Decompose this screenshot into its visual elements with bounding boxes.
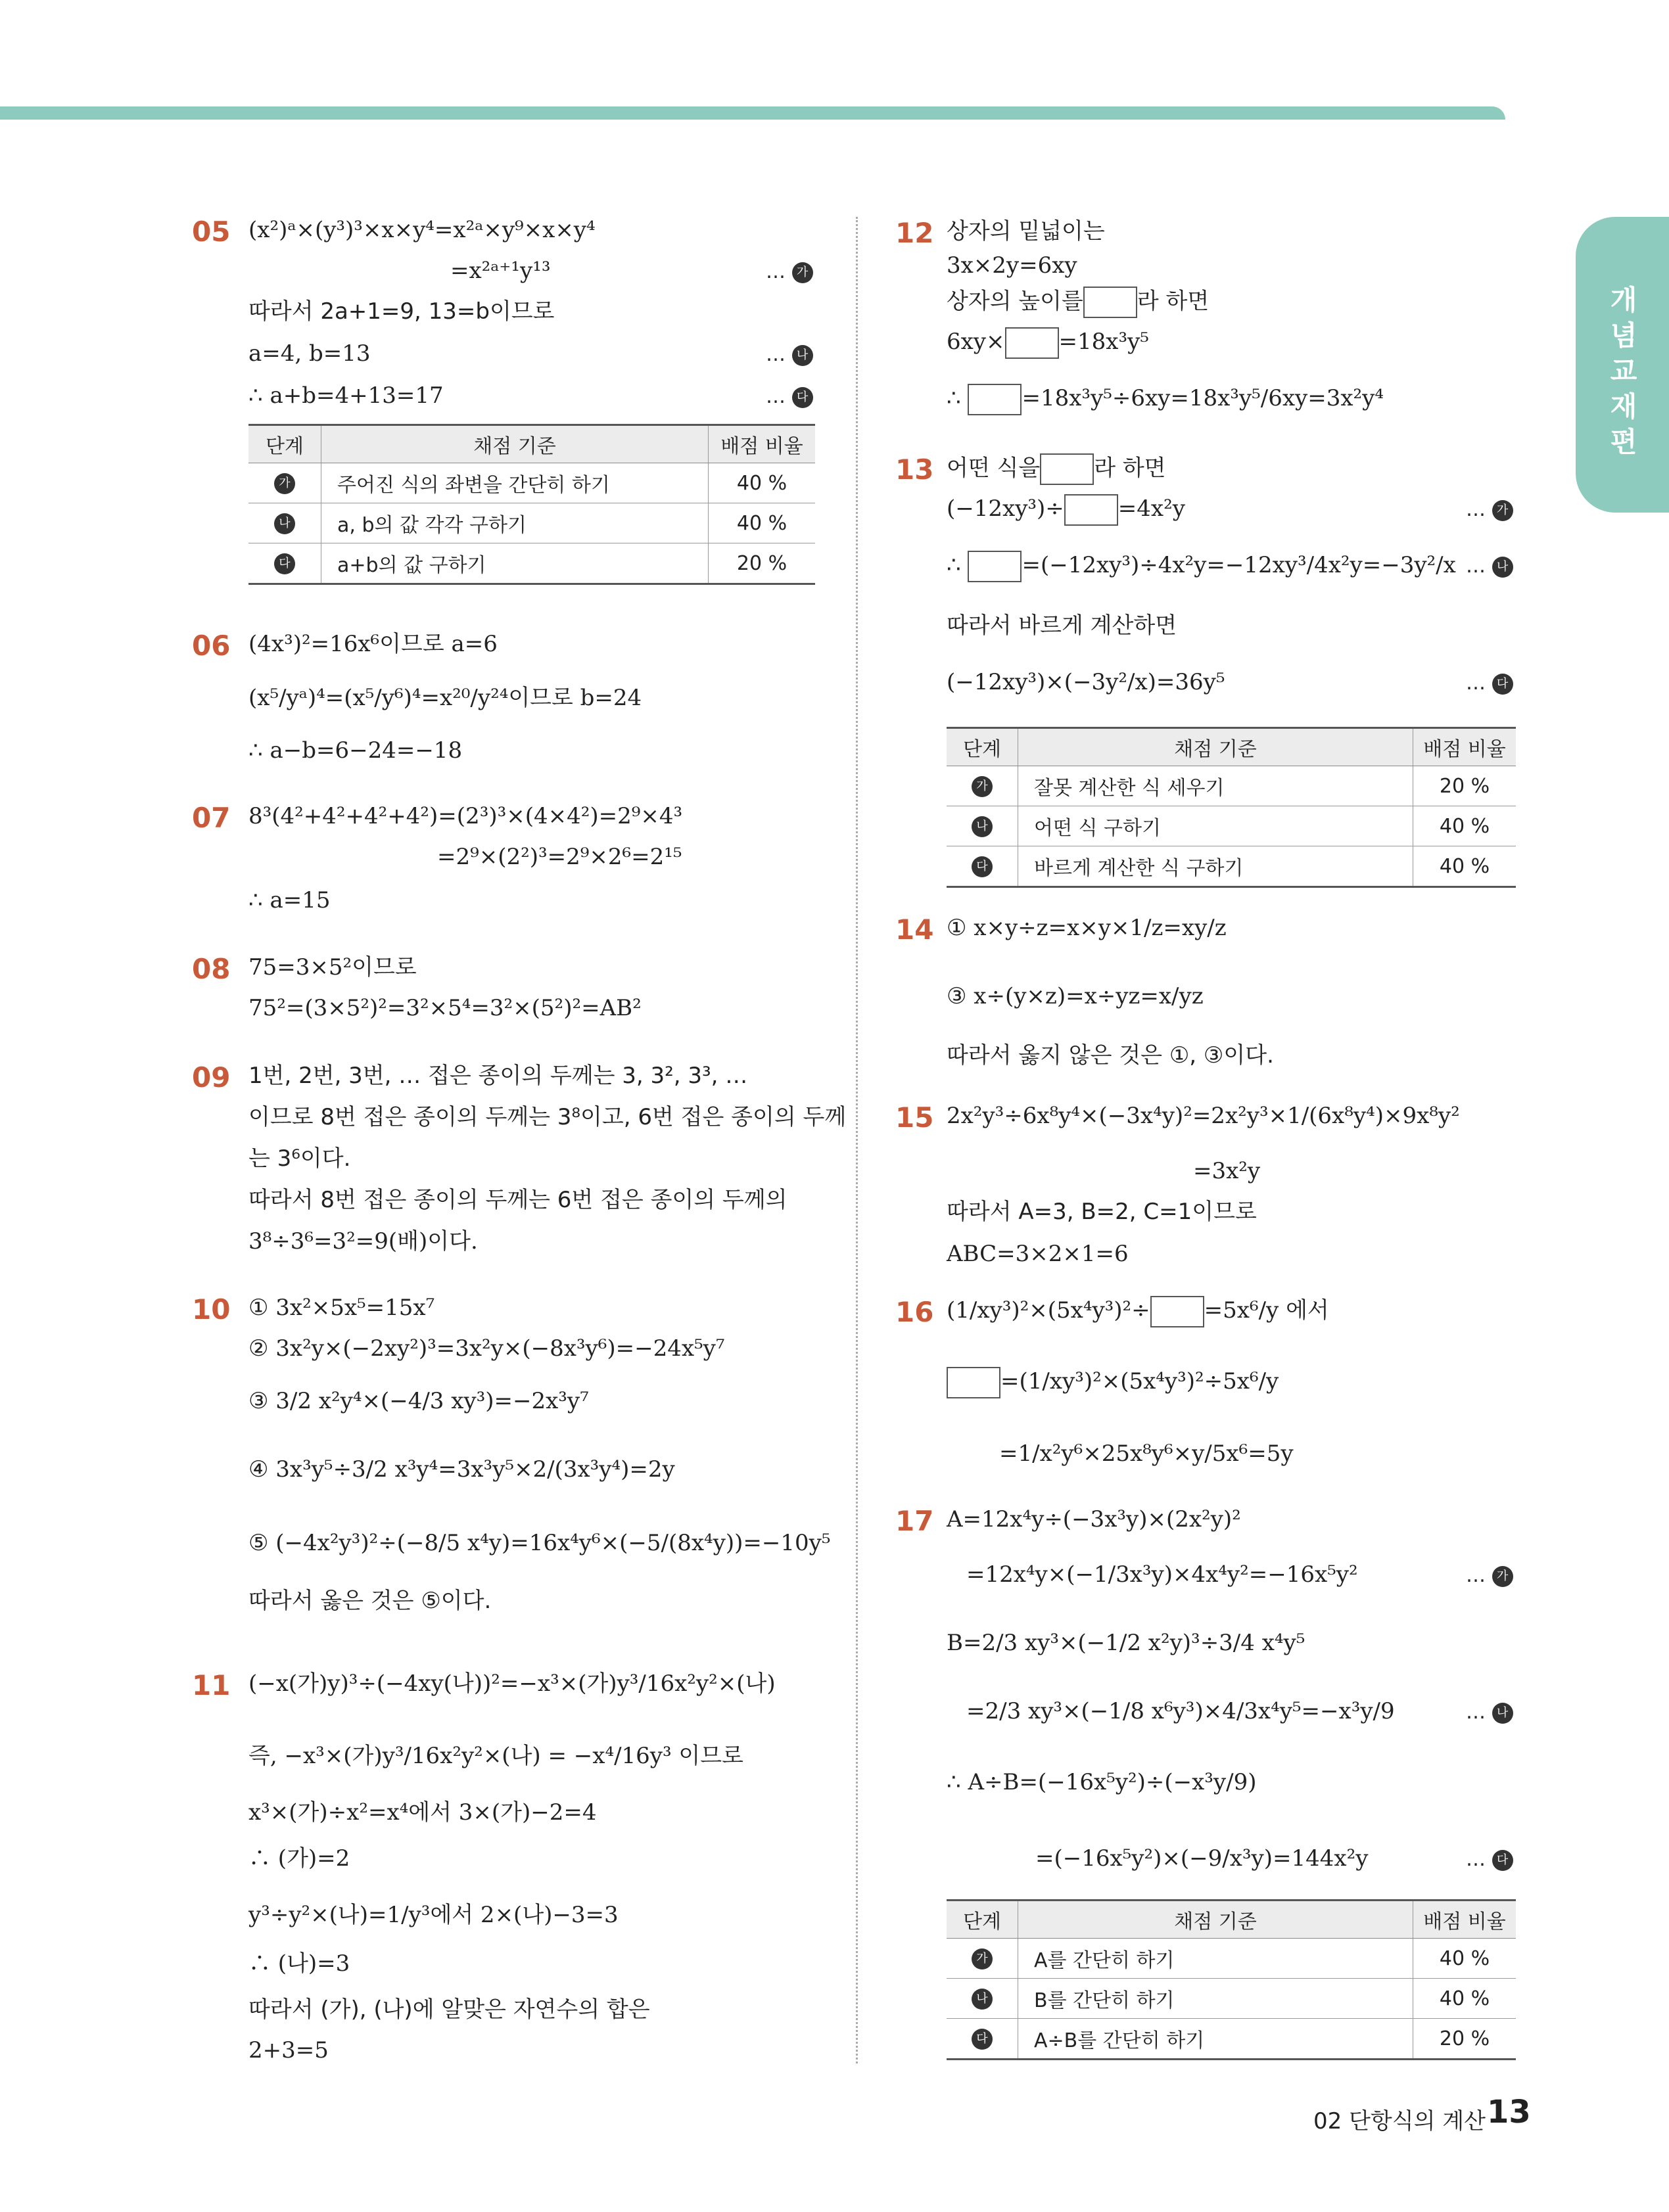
scoring-table [947, 727, 1516, 888]
equation-line: =2⁹×(2²)³=2⁹×2⁶=2¹⁵ [437, 844, 682, 870]
question-number: 09 [192, 1061, 231, 1094]
equation-line: ∴ (가)=2 [248, 1845, 350, 1872]
step-da-icon: 다 [274, 553, 295, 574]
step-marker: … 다 [1466, 672, 1513, 695]
table-header: 채점 기준 [1018, 728, 1413, 766]
equation-line: 3⁸÷3⁶=3²=9(배)이다. [248, 1228, 478, 1255]
text-line: 이므로 8번 접은 종이의 두께는 3⁸이고, 6번 접은 종이의 두께 [248, 1104, 847, 1130]
step-na-icon: 나 [792, 345, 813, 366]
blank-box [1150, 1296, 1204, 1327]
question-number: 05 [192, 216, 231, 248]
equation-line: (4x³)²=16x⁶이므로 a=6 [248, 631, 498, 657]
equation-line: =3x²y [1193, 1158, 1261, 1184]
question-number: 13 [895, 453, 934, 486]
text: ∴ [947, 385, 961, 411]
question-number: 16 [895, 1296, 934, 1328]
step-marker: … 나 [1466, 555, 1513, 578]
equation-line: ∴ a+b=4+13=17 [248, 382, 444, 409]
blank-box [968, 551, 1022, 582]
text: 6xy× [947, 329, 1005, 355]
equation-line: =1/x²y⁶×25x⁸y⁶×y/5x⁶=5y [999, 1440, 1294, 1467]
step-ga-icon: 가 [1492, 1566, 1513, 1587]
step-marker: … 가 [1466, 1564, 1513, 1587]
text: 라 하면 [1137, 288, 1210, 315]
blank-box [1005, 327, 1059, 359]
equation-line: ABC=3×2×1=6 [947, 1241, 1129, 1267]
table-cell: 20 % [709, 543, 816, 584]
table-row [947, 1979, 1516, 2019]
table-header: 채점 기준 [1018, 1901, 1413, 1939]
text: 라 하면 [1094, 455, 1166, 482]
table-row [248, 543, 815, 584]
equation-line: (x²)ᵃ×(y³)³×x×y⁴=x²ᵃ×y⁹×x×y⁴ [248, 217, 596, 243]
equation-line: =x²ᵃ⁺¹y¹³ [450, 258, 551, 284]
equation-line: 75=3×5²이므로 [248, 954, 417, 980]
step-marker: … 나 [766, 343, 813, 366]
equation-line: ∴ a−b=6−24=−18 [248, 737, 463, 764]
equation-line: ∴ A÷B=(−16x⁵y²)÷(−x³y/9) [947, 1769, 1257, 1795]
step-na-icon: 나 [972, 1989, 993, 2010]
equation-line: =12x⁴y×(−1/3x³y)×4x⁴y²=−16x⁵y² [966, 1561, 1358, 1588]
table-cell: 20 % [1413, 2019, 1516, 2060]
equation-line [947, 1296, 1329, 1327]
scoring-table [947, 1899, 1516, 2060]
question-number: 17 [895, 1505, 934, 1537]
equation-line: ③ 3/2 x²y⁴×(−4/3 xy³)=−2x³y⁷ [248, 1388, 589, 1414]
question-number: 14 [895, 913, 934, 946]
step-marker: … 나 [1466, 1701, 1513, 1724]
equation-line [947, 1367, 1279, 1398]
table-row [947, 806, 1516, 846]
equation-line: 즉, −x³×(가)y³/16x²y²×(나) = −x⁴/16y³ 이므로 [248, 1743, 743, 1769]
equation-line: ∴ a=15 [248, 887, 331, 913]
table-cell: 40 % [709, 503, 816, 543]
table-cell: 40 % [1413, 1939, 1516, 1979]
step-na-icon: 나 [1492, 1703, 1513, 1724]
blank-box [968, 384, 1022, 415]
text-line: 상자의 밑넓이는 [947, 218, 1105, 244]
equation-line: 2x²y³÷6x⁸y⁴×(−3x⁴y)²=2x²y³×1/(6x⁸y⁴)×9x⁸y² [947, 1103, 1460, 1129]
table-header: 배점 비율 [1413, 1901, 1516, 1939]
text: =(−12xy³)÷4x²y=−12xy³/4x²y=−3y²/x [1022, 552, 1456, 578]
text: 상자의 높이를 [947, 288, 1083, 315]
question-number: 07 [192, 802, 231, 834]
question-number: 11 [192, 1669, 231, 1701]
equation-line: y³÷y²×(나)=1/y³에서 2×(나)−3=3 [248, 1902, 619, 1928]
text: =(1/xy³)²×(5x⁴y³)²÷5x⁶/y [1000, 1368, 1279, 1394]
text: =18x³y⁵ [1058, 329, 1149, 355]
equation-line: B=2/3 xy³×(−1/2 x²y)³÷3/4 x⁴y⁵ [947, 1630, 1305, 1656]
table-row [947, 2019, 1516, 2060]
question-number: 08 [192, 953, 231, 985]
equation-line: ① x×y÷z=x×y×1/z=xy/z [947, 915, 1227, 941]
table-cell: 20 % [1413, 766, 1516, 806]
table-cell: 40 % [1413, 846, 1516, 887]
text: =18x³y⁵÷6xy=18x³y⁵/6xy=3x²y⁴ [1022, 385, 1384, 411]
equation-line: ② 3x²y×(−2xy²)³=3x²y×(−8x³y⁶)=−24x⁵y⁷ [248, 1335, 725, 1362]
text-line: 따라서 옳은 것은 ⑤이다. [248, 1588, 492, 1614]
step-ga-icon: 가 [1492, 500, 1513, 521]
text-line: 따라서 옳지 않은 것은 ①, ③이다. [947, 1042, 1274, 1069]
step-na-icon: 나 [1492, 557, 1513, 578]
table-row [248, 503, 815, 543]
table-cell: 잘못 계산한 식 세우기 [1018, 766, 1413, 806]
equation-line: a=4, b=13 [248, 340, 371, 367]
header-band [0, 106, 1505, 120]
equation-line: 2+3=5 [248, 2037, 329, 2063]
step-ga-icon: 가 [274, 473, 295, 494]
table-header: 배점 비율 [1413, 728, 1516, 766]
equation-line: ① 3x²×5x⁵=15x⁷ [248, 1295, 435, 1321]
step-ga-icon: 가 [972, 776, 993, 797]
text-line: 따라서 2a+1=9, 13=b이므로 [248, 298, 555, 325]
question-number: 10 [192, 1293, 231, 1325]
step-na-icon: 나 [274, 513, 295, 534]
equation-line: 75²=(3×5²)²=3²×5⁴=3²×(5²)²=AB² [248, 995, 642, 1021]
column-divider [856, 217, 858, 2063]
table-row [947, 846, 1516, 887]
equation-line [947, 327, 1149, 359]
step-ga-icon: 가 [972, 1948, 993, 1970]
table-header: 채점 기준 [321, 425, 709, 463]
page-number: 13 [1487, 2094, 1531, 2131]
blank-box [1040, 453, 1094, 485]
blank-box [947, 1367, 1000, 1398]
equation-line: (x⁵/yᵃ)⁴=(x⁵/y⁶)⁴=x²⁰/y²⁴이므로 b=24 [248, 685, 642, 711]
scoring-table [248, 424, 815, 585]
blank-box [1083, 287, 1137, 318]
table-row [947, 766, 1516, 806]
step-ga-icon: 가 [792, 262, 813, 283]
text: =5x⁶/y 에서 [1204, 1297, 1329, 1324]
table-header: 단계 [947, 1901, 1018, 1939]
chapter-title: 02 단항식의 계산 [1313, 2108, 1486, 2134]
step-marker: … 다 [766, 385, 813, 408]
text-line [947, 453, 1166, 485]
table-cell: 40 % [709, 463, 816, 503]
step-marker: … 다 [1466, 1848, 1513, 1871]
question-number: 06 [192, 630, 231, 662]
step-marker: … 가 [1466, 498, 1513, 521]
text: =4x²y [1117, 495, 1185, 522]
step-da-icon: 다 [1492, 1850, 1513, 1871]
table-row [248, 463, 815, 503]
table-header: 배점 비율 [709, 425, 816, 463]
table-header: 단계 [248, 425, 321, 463]
table-header: 단계 [947, 728, 1018, 766]
text: (−12xy³)÷ [947, 495, 1064, 522]
equation-line: ∴ (나)=3 [248, 1950, 350, 1977]
equation-line: (−x(가)y)³÷(−4xy(나))²=−x³×(가)y³/16x²y²×(나) [248, 1671, 776, 1697]
blank-box [1064, 494, 1118, 526]
table-cell: A÷B를 간단히 하기 [1018, 2019, 1413, 2060]
step-da-icon: 다 [1492, 674, 1513, 695]
table-cell: a+b의 값 구하기 [321, 543, 709, 584]
table-cell: A를 간단히 하기 [1018, 1939, 1413, 1979]
step-na-icon: 나 [972, 816, 993, 837]
equation-line: =(−16x⁵y²)×(−9/x³y)=144x²y [1035, 1845, 1369, 1872]
text: 어떤 식을 [947, 455, 1041, 482]
equation-line [947, 494, 1185, 526]
equation-line: 8³(4²+4²+4²+4²)=(2³)³×(4×4²)=2⁹×4³ [248, 803, 683, 829]
text-line [947, 287, 1209, 318]
step-da-icon: 다 [972, 856, 993, 877]
table-cell: 40 % [1413, 806, 1516, 846]
equation-line: x³×(가)÷x²=x⁴에서 3×(가)−2=4 [248, 1799, 597, 1826]
text: (1/xy³)²×(5x⁴y³)²÷ [947, 1297, 1150, 1324]
table-cell: a, b의 값 각각 구하기 [321, 503, 709, 543]
table-cell: 어떤 식 구하기 [1018, 806, 1413, 846]
equation-line: =2/3 xy³×(−1/8 x⁶y³)×4/3x⁴y⁵=−x³y/9 [966, 1698, 1395, 1724]
question-number: 15 [895, 1101, 934, 1134]
table-row [947, 1939, 1516, 1979]
text: ∴ [947, 552, 961, 578]
equation-line: ④ 3x³y⁵÷3/2 x³y⁴=3x³y⁵×2/(3x³y⁴)=2y [248, 1456, 675, 1483]
equation-line [947, 551, 1456, 582]
text-line: 는 3⁶이다. [248, 1145, 351, 1172]
equation-line: 3x×2y=6xy [947, 252, 1077, 279]
equation-line: ⑤ (−4x²y³)²÷(−8/5 x⁴y)=16x⁴y⁶×(−5/(8x⁴y))=−10y⁵ [248, 1530, 831, 1556]
equation-line: (−12xy³)×(−3y²/x)=36y⁵ [947, 669, 1225, 695]
equation-line: A=12x⁴y÷(−3x³y)×(2x²y)² [947, 1506, 1241, 1532]
equation-line [947, 384, 1384, 415]
step-marker: … 가 [766, 260, 813, 283]
text-line: 따라서 (가), (나)에 알맞은 자연수의 합은 [248, 1996, 650, 2023]
table-cell: 바르게 계산한 식 구하기 [1018, 846, 1413, 887]
text-line: 따라서 바르게 계산하면 [947, 612, 1177, 639]
side-tab-label: 개념교재편 [1610, 284, 1637, 458]
text-line: 1번, 2번, 3번, … 접은 종이의 두께는 3, 3², 3³, … [248, 1063, 748, 1089]
text-line: 따라서 8번 접은 종이의 두께는 6번 접은 종이의 두께의 [248, 1187, 787, 1213]
equation-line: ③ x÷(y×z)=x÷yz=x/yz [947, 983, 1204, 1009]
table-cell: B를 간단히 하기 [1018, 1979, 1413, 2019]
text-line: 따라서 A=3, B=2, C=1이므로 [947, 1199, 1257, 1225]
table-cell: 주어진 식의 좌변을 간단히 하기 [321, 463, 709, 503]
step-da-icon: 다 [792, 387, 813, 408]
question-number: 12 [895, 217, 934, 249]
table-cell: 40 % [1413, 1979, 1516, 2019]
step-da-icon: 다 [972, 2029, 993, 2050]
